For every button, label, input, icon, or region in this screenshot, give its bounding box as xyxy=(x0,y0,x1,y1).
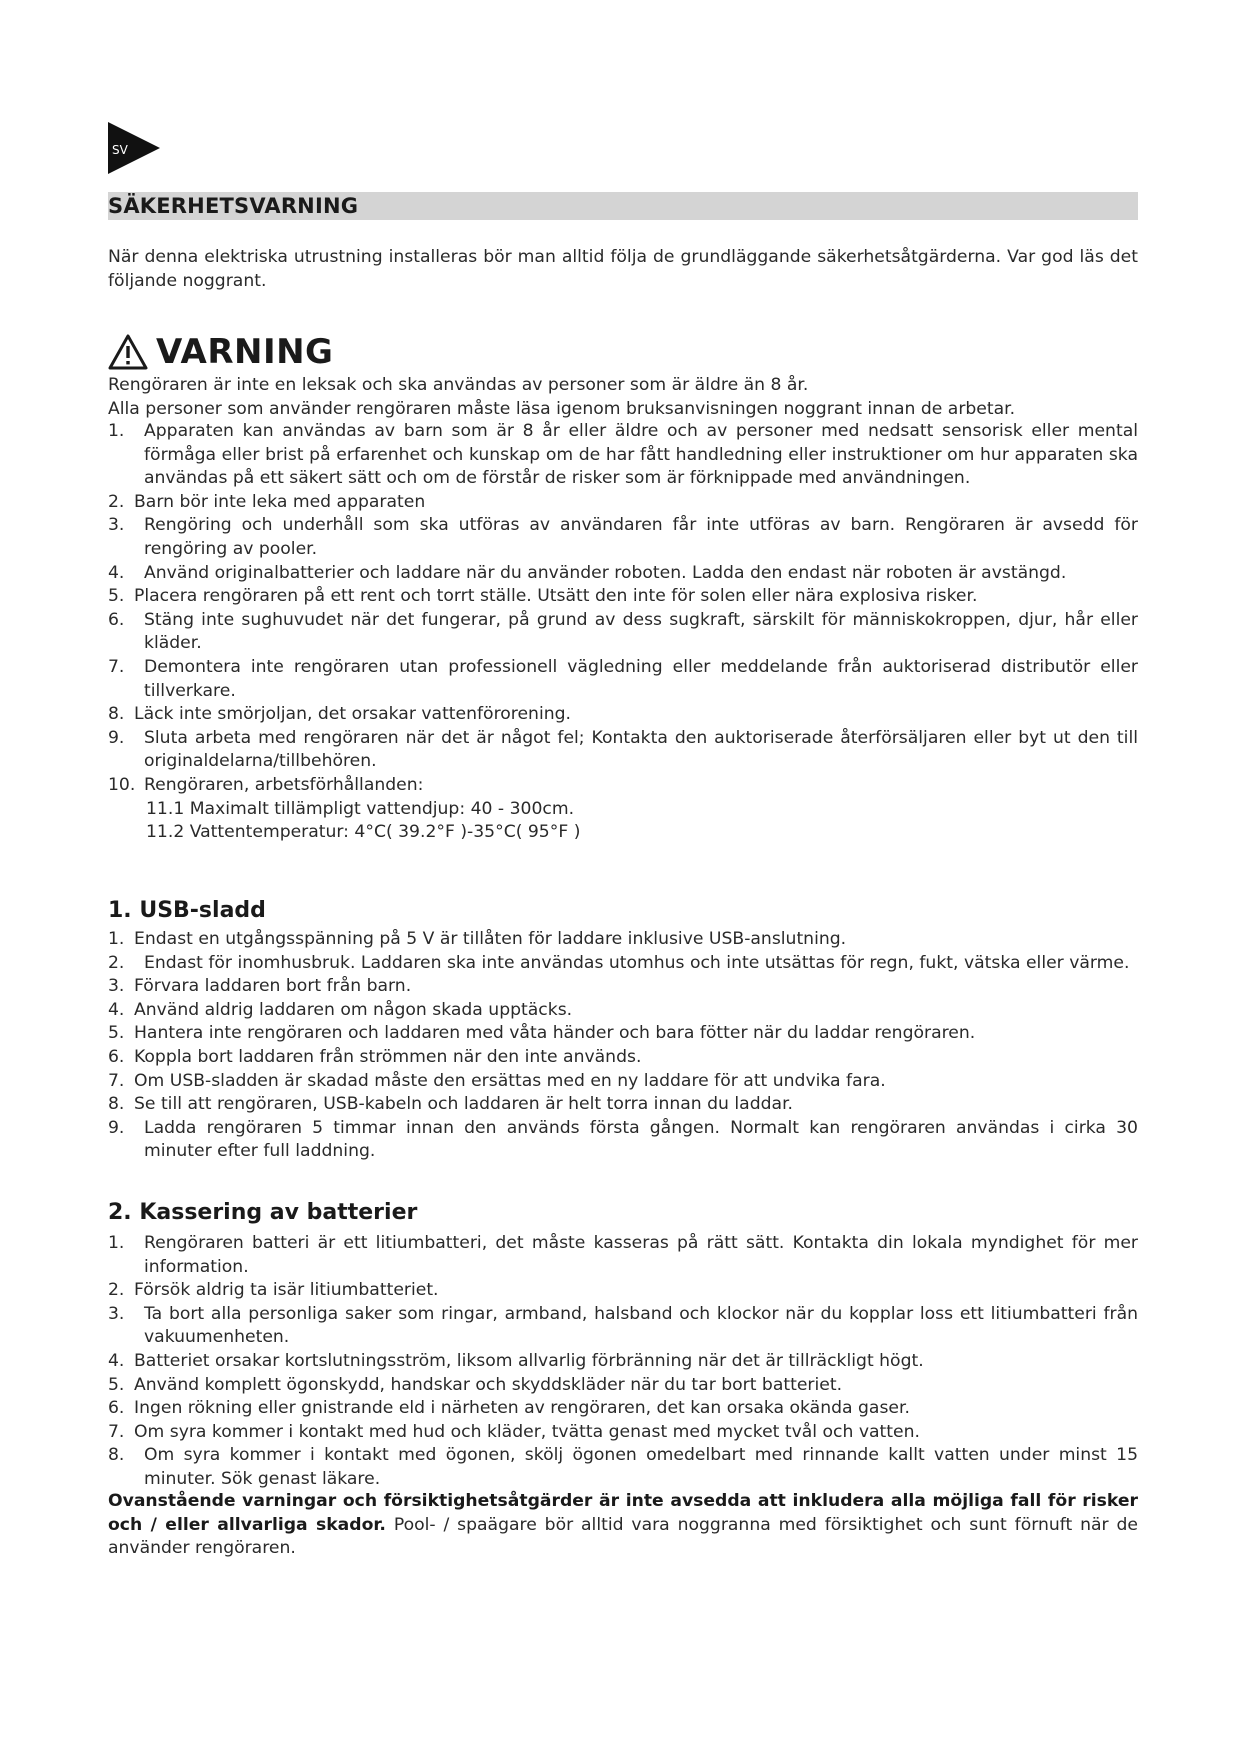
warning-line-1: Rengöraren är inte en leksak och ska användas av personer som är äldre än 8 år. xyxy=(108,375,809,395)
list-item: 10. Rengöraren, arbetsförhållanden: xyxy=(108,774,424,795)
list-item: 4. Använd aldrig laddaren om någon skada upptäcks. xyxy=(108,999,573,1020)
list-item: 5. Använd komplett ögonskydd, handskar och skyddskläder när du tar bort batteriet. xyxy=(108,1374,843,1395)
list-item: 3. Förvara laddaren bort från barn. xyxy=(108,976,412,997)
warning-triangle-icon xyxy=(108,334,148,370)
list-item: 4. Använd originalbatterier och laddare när du använder roboten. Ladda den endast när roboten är avstängd. xyxy=(108,562,1067,583)
list-item: 7. Om USB-sladden är skadad måste den ersättas med en ny laddare för att undvika fara. xyxy=(108,1070,886,1091)
warning-title: VARNING xyxy=(156,332,334,372)
list-item: 1. Rengöraren batteri är ett litiumbatteri, det måste kasseras på rätt sätt. Kontakta din lokala myndighet för mer information. xyxy=(108,1233,1138,1277)
warning-heading xyxy=(108,332,333,372)
section-title: SÄKERHETSVARNING xyxy=(108,194,359,218)
warning-line-2: Alla personer som använder rengöraren måste läsa igenom bruksanvisningen noggrant innan de arbetar. xyxy=(108,398,1016,419)
list-item: 3. Rengöring och underhåll som ska utföras av användaren får inte utföras av barn. Rengöraren är avsedd för rengöring av pooler. xyxy=(108,515,1138,559)
final-note-bold: Ovanstående varningar och försiktighetsåtgärder är inte avsedda att inkludera alla möjliga fall för risker och / eller allvarliga skador. xyxy=(108,1491,1138,1535)
list-item: 3. Ta bort alla personliga saker som ringar, armband, halsband och klockor när du kopplar loss ett litiumbatteri från vakuumenheten. xyxy=(108,1303,1138,1348)
intro-paragraph: När denna elektriska utrustning installeras bör man alltid följa de grundläggande säkerhetsåtgärderna. Var god läs det följande noggrant. xyxy=(108,247,1138,291)
list-item: 7. Om syra kommer i kontakt med hud och kläder, tvätta genast med mycket tvål och vatten. xyxy=(108,1421,920,1442)
list-item: 5. Hantera inte rengöraren och laddaren med våta händer och bara fötter när du laddar rengöraren. xyxy=(108,1023,976,1044)
list-item: 6. Koppla bort laddaren från strömmen när den inte används. xyxy=(108,1046,642,1067)
list-item: 1. Endast en utgångsspänning på 5 V är tillåten för laddare inklusive USB-anslutning. xyxy=(108,929,847,949)
list-item: 8. Se till att rengöraren, USB-kabeln och laddaren är helt torra innan du laddar. xyxy=(108,1094,794,1115)
list-item: 5. Placera rengöraren på ett rent och torrt ställe. Utsätt den inte för solen eller nära explosiva risker. xyxy=(108,586,978,607)
list-item: 2. Försök aldrig ta isär litiumbatteriet. xyxy=(108,1280,439,1301)
list-item: 4. Batteriet orsakar kortslutningsström, liksom allvarlig förbränning när det är tillräckligt högt. xyxy=(108,1350,924,1371)
warning-list xyxy=(108,420,1138,845)
list-item: 6. Stäng inte sughuvudet när det fungerar, på grund av dess sugkraft, särskilt för människokroppen, djur, hår eller kläder. xyxy=(108,609,1138,654)
sub-item-water-temperature: 11.2 Vattentemperatur: 4°C( 39.2°F )-35°C( 95°F ) xyxy=(146,822,581,843)
list-item: 8. Om syra kommer i kontakt med ögonen, skölj ögonen omedelbart med rinnande kallt vatten under minst 15 minuter. Sök genast läkare. xyxy=(108,1445,1138,1489)
list-item: 2. Barn bör inte leka med apparaten xyxy=(108,491,426,512)
list-item: 2. Endast för inomhusbruk. Laddaren ska inte användas utomhus och inte utsättas för regn, fukt, vätska eller värme. xyxy=(108,952,1130,973)
list-item: 7. Demontera inte rengöraren utan professionell vägledning eller meddelande från auktoriserad distributör eller tillverkare. xyxy=(108,656,1138,701)
battery-section-title: 2. Kassering av batterier xyxy=(108,1200,418,1225)
warning-intro xyxy=(108,374,1138,421)
usb-section-title: 1. USB-sladd xyxy=(108,898,266,923)
list-item: 9. Sluta arbeta med rengöraren när det är något fel; Kontakta den auktoriserade återförsäljaren eller byt ut den till originaldelarna/tillbehören. xyxy=(108,727,1138,772)
list-item: 9. Ladda rengöraren 5 timmar innan den används första gången. Normalt kan rengöraren användas i cirka 30 minuter efter full laddning. xyxy=(108,1117,1138,1162)
usb-list xyxy=(108,928,1138,1164)
list-item: 6. Ingen rökning eller gnistrande eld i närheten av rengöraren, det kan orsaka okända gaser. xyxy=(108,1398,910,1419)
list-item: 8. Läck inte smörjoljan, det orsakar vattenförorening. xyxy=(108,704,571,725)
final-note xyxy=(108,1490,1138,1561)
final-note-text: Pool- / spaägare bör alltid vara noggranna med försiktighet och sunt förnuft när de använder rengöraren. xyxy=(108,1514,1138,1559)
list-item: 1. Apparaten kan användas av barn som är 8 år eller äldre och av personer med nedsatt sensorisk eller mental förmåga eller brist på erfarenhet och kunskap om de har fått handledning eller instruktioner om hur apparaten ska användas på ett säkert sätt och om de förstår de risker som är förknippade med användningen. xyxy=(108,421,1138,489)
sub-item-water-depth: 11.1 Maximalt tillämpligt vattendjup: 40 - 300cm. xyxy=(146,798,575,819)
language-label: SV xyxy=(112,143,128,157)
battery-list xyxy=(108,1232,1138,1492)
